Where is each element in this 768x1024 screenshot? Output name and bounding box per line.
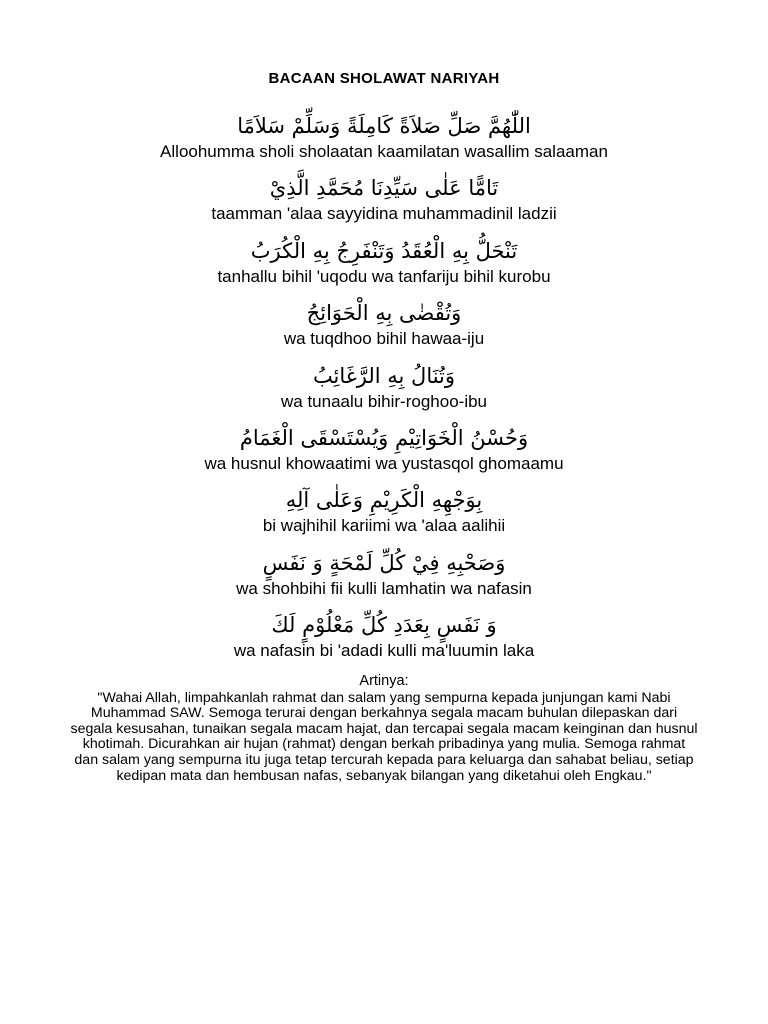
verse-8: [0, 549, 768, 611]
page-title: BACAAN SHOLAWAT NARIYAH: [268, 70, 500, 87]
arabic-text: وَ نَفَسٍ بِعَدَدِ كُلِّ مَعْلُوْمٍ لَكَ: [271, 613, 497, 638]
arabic-text: بِوَجْهِهِ الْكَرِيْمِ وَعَلٰى آلِهِ: [285, 488, 483, 513]
arabic-text: وَتُنَالُ بِهِ الرَّغَائِبُ: [312, 363, 456, 388]
arabic-text: اللّٰهُمَّ صَلِّ صَلاَةً كَامِلَةً وَسَلِّمْ سَلاَمًا: [237, 114, 531, 138]
arabic-text: وَصَحْبِهِ فِيْ كُلِّ لَمْحَةٍ وَ نَفَسٍ: [262, 550, 506, 575]
verse-3: [0, 237, 768, 299]
verse-5: [0, 362, 768, 424]
verse-2: [0, 174, 768, 236]
translation-label: Artinya:: [359, 673, 409, 689]
verse-6: [0, 424, 768, 486]
arabic-text: وَحُسْنُ الْخَوَاتِيْمِ وَيُسْتَسْقَى الْغَمَامُ: [239, 425, 529, 450]
verse-7: [0, 486, 768, 548]
arabic-text: تَنْحَلُّ بِهِ الْعُقَدُ وَتَنْفَرِجُ بِهِ الْكُرَبُ: [250, 238, 518, 263]
transliteration: wa husnul khowaatimi wa yustasqol ghomaamu: [204, 453, 564, 473]
transliteration: Alloohumma sholi sholaatan kaamilatan wasallim salaaman: [160, 142, 608, 161]
translation-block: [70, 674, 698, 784]
arabic-text: تَامًّا عَلٰى سَيِّدِنَا مُحَمَّدِ الَّذِيْ: [269, 176, 499, 201]
verse-1: [0, 112, 768, 174]
translation-text: "Wahai Allah, limpahkanlah rahmat dan salam yang sempurna kepada junjungan kami Nabi Muhammad SAW. Semoga terurai dengan berkahnya segala macam buhulan dilepaskan dari segala kesusahan, tunaikan segala macam hajat, dan tercapai segala macam keinginan dan husnul khotimah. Dicurahkan air hujan (rahmat) dengan berkah pribadinya yang mulia. Semoga rahmat dan salam yang sempurna itu juga tetap tercurah kepada para keluarga dan sahabat beliau, setiap kedipan mata dan hembusan nafas, sebanyak bilangan yang diketahui oleh Engkau.": [70, 689, 698, 784]
transliteration: tanhallu bihil 'uqodu wa tanfariju bihil kurobu: [217, 266, 551, 286]
verse-9: [0, 611, 768, 673]
transliteration: wa nafasin bi 'adadi kulli ma'luumin laka: [233, 641, 535, 661]
transliteration: wa tuqdhoo bihil hawaa-iju: [283, 329, 485, 349]
arabic-text: وَتُقْضٰى بِهِ الْحَوَائِجُ: [306, 301, 462, 326]
transliteration: wa tunaalu bihir-roghoo-ibu: [280, 391, 488, 411]
verse-4: [0, 299, 768, 361]
verse-list: [0, 112, 768, 674]
transliteration: taamman 'alaa sayyidina muhammadinil ladzii: [211, 204, 557, 224]
transliteration: wa shohbihi fii kulli lamhatin wa nafasin: [236, 578, 532, 598]
transliteration: bi wajhihil kariimi wa 'alaa aalihii: [262, 516, 506, 536]
